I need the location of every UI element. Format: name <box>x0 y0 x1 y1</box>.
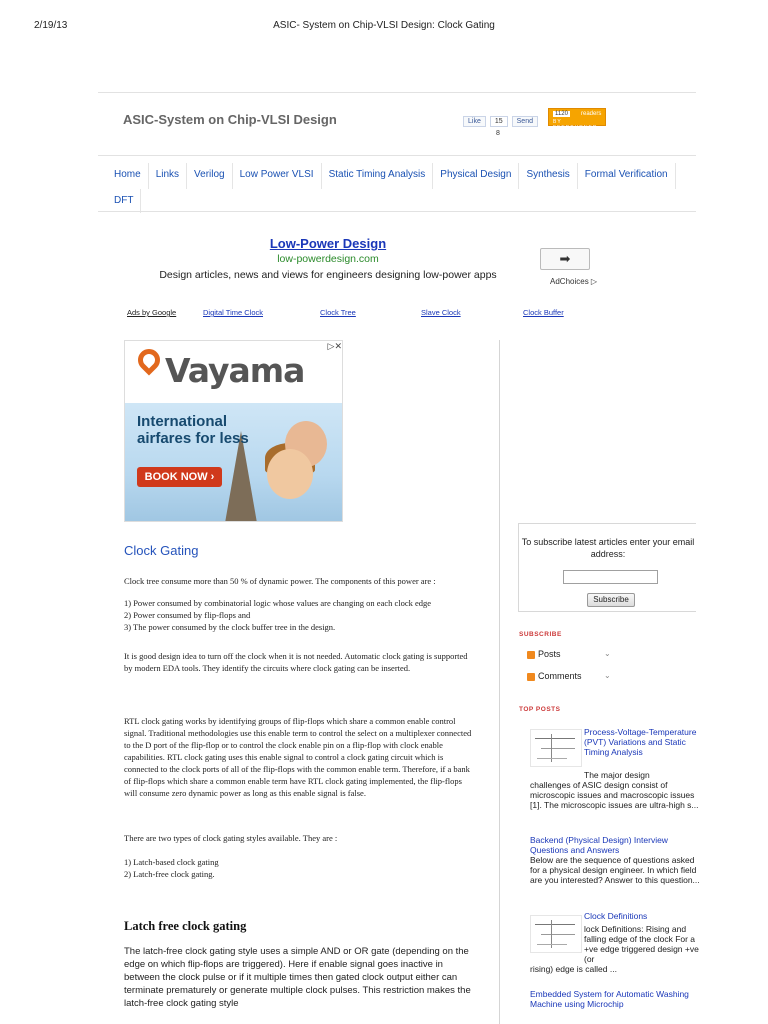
banner-headline: International airfares for less <box>137 413 249 447</box>
ad-link-digital-time-clock[interactable]: Digital Time Clock <box>203 308 264 317</box>
top-post-excerpt: Below are the sequence of questions asked for a physical design engineer. In which field are you interested? Answer to this question... <box>530 855 700 885</box>
nav-item-static-timing-analysis[interactable]: Static Timing Analysis <box>322 163 434 189</box>
post-thumbnail[interactable] <box>530 729 582 767</box>
nav-item-formal-verification[interactable]: Formal Verification <box>578 163 676 189</box>
subscribe-button[interactable]: Subscribe <box>587 593 635 607</box>
nav-item-dft[interactable]: DFT <box>107 189 141 213</box>
excerpt-line: The major design <box>584 770 650 780</box>
ad-arrow-icon[interactable]: ➡ <box>540 248 590 270</box>
location-pin-icon <box>133 344 164 375</box>
facebook-like-button[interactable]: Like <box>463 116 486 127</box>
feedburner-count: 1120 <box>555 111 568 117</box>
top-post-item <box>530 835 700 885</box>
book-now-button[interactable]: BOOK NOW › <box>137 467 222 487</box>
nav-bottom-divider <box>98 211 696 212</box>
nav-item-home[interactable]: Home <box>107 163 149 189</box>
post-paragraph: The latch-free clock gating style uses a simple AND or OR gate (depending on the edge on which flip-flops are triggered). Here if enable signal goes inactive in between the clock pulse or if it multiple times then gated clock output either can terminate prematurely or generate multiple clock pulses. This restriction makes the latch-free clock gating style <box>124 946 471 1009</box>
post-paragraph: It is good design idea to turn off the clock when it is not needed. Automatic clock gating is supported by modern EDA tools. They identify the circuits where clock gating can be inserted. <box>124 651 468 673</box>
facebook-send-button[interactable]: Send <box>512 116 538 127</box>
post-paragraph: RTL clock gating works by identifying groups of flip-flops which share a common enable control signal. Traditional methodologies use this enable term to control the select on a multiplexer connected to the D port of the flip-flop or to control the clock enable pin on a flip-flop with clock enable capabilities. RTL clock gating uses this enable signal to control a clock gating circuit which is connected to the clock ports of all of the flip-flops with the common enable term. Therefore, if a bank of flip-flops which share a common enable term have RTL clock gating implemented, the flip-flops will consume zero dynamic power as long as this enable signal is false. <box>124 716 472 798</box>
list-item: 2) Power consumed by flip-flops and <box>124 610 251 620</box>
subscribe-prompt: To subscribe latest articles enter your email address: <box>521 537 695 559</box>
nav-item-links[interactable]: Links <box>149 163 187 189</box>
text-ad <box>124 232 602 296</box>
excerpt-line: challenges of ASIC design consist of microscopic issues and macroscopic issues [1]. The microscopic issues are ultra-high s... <box>530 780 699 810</box>
email-field[interactable] <box>563 570 658 584</box>
banner-brand: Vayama <box>165 351 305 390</box>
adchoices-link[interactable]: AdChoices ▷ <box>550 277 598 286</box>
chevron-down-icon[interactable]: ⌄ <box>604 649 611 658</box>
ad-link-clock-tree[interactable]: Clock Tree <box>320 308 356 317</box>
main-navigation <box>107 163 707 213</box>
ads-by-google-label[interactable]: Ads by Google <box>127 308 177 317</box>
top-post-link[interactable]: Embedded System for Automatic Washing Machine using Microchip <box>530 989 689 1009</box>
post-title[interactable]: Clock Gating <box>124 543 199 558</box>
nav-item-synthesis[interactable]: Synthesis <box>519 163 577 189</box>
nav-row-primary <box>107 163 707 189</box>
list-item: 1) Power consumed by combinatorial logic whose values are changing on each clock edge <box>124 598 432 608</box>
section-heading: Latch free clock gating <box>124 919 247 933</box>
post-paragraph: Clock tree consume more than 50 % of dynamic power. The components of this power are : <box>124 576 436 586</box>
list-item: 3) The power consumed by the clock buffer tree in the design. <box>124 622 336 632</box>
post-gating-styles-list <box>124 856 476 880</box>
ad-link-clock-buffer[interactable]: Clock Buffer <box>523 308 564 317</box>
top-posts-heading: TOP POSTS <box>519 706 561 713</box>
banner-photo <box>125 403 343 522</box>
list-item: 1) Latch-based clock gating <box>124 857 219 867</box>
feed-label[interactable]: Comments <box>538 671 582 681</box>
banner-logo-area <box>125 341 343 403</box>
banner-person-image <box>267 449 313 499</box>
print-title: ASIC- System on Chip-VLSI Design: Clock Gating <box>273 20 495 31</box>
chevron-down-icon[interactable]: ⌄ <box>604 671 611 680</box>
facebook-share-count: 8 <box>496 130 500 137</box>
nav-item-verilog[interactable]: Verilog <box>187 163 233 189</box>
feedburner-by-label: BY FEEDBURNER <box>553 119 598 131</box>
blog-title[interactable]: ASIC-System on Chip-VLSI Design <box>123 112 337 127</box>
post-paragraph: There are two types of clock gating styles available. They are : <box>124 833 338 843</box>
top-post-excerpt <box>530 924 700 974</box>
nav-item-low-power-vlsi[interactable]: Low Power VLSI <box>233 163 322 189</box>
top-post-excerpt <box>530 770 700 810</box>
excerpt-line: lock Definitions: Rising and falling edge of the clock For a +ve edge triggered design +ve (or <box>584 924 699 964</box>
excerpt-line: rising) edge is called ... <box>530 964 617 974</box>
ad-close-icon[interactable]: ▷✕ <box>327 341 342 351</box>
facebook-like-widget <box>463 116 538 127</box>
feed-comments[interactable] <box>527 671 622 685</box>
content-sidebar-divider <box>499 340 500 1024</box>
rss-icon <box>527 673 535 681</box>
post-power-list <box>124 597 476 633</box>
print-header <box>0 0 768 40</box>
email-subscribe-box <box>518 523 696 612</box>
ad-description: Design articles, news and views for engineers designing low-power apps <box>159 269 497 281</box>
list-item: 2) Latch-free clock gating. <box>124 869 215 879</box>
ad-title-link[interactable]: Low-Power Design <box>269 236 387 251</box>
top-post-item <box>530 989 700 1009</box>
subscribe-heading: SUBSCRIBE <box>519 631 562 638</box>
feed-label[interactable]: Posts <box>538 649 561 659</box>
ad-url[interactable]: low-powerdesign.com <box>277 253 379 265</box>
rss-icon <box>527 651 535 659</box>
feed-posts[interactable] <box>527 649 622 663</box>
top-post-link[interactable]: Backend (Physical Design) Interview Questions and Answers <box>530 835 668 855</box>
header-divider <box>98 92 696 93</box>
print-date: 2/19/13 <box>34 20 68 31</box>
nav-row-secondary <box>107 189 707 213</box>
ad-link-slave-clock[interactable]: Slave Clock <box>421 308 461 317</box>
facebook-like-count: 15 <box>490 116 508 127</box>
feedburner-badge[interactable] <box>548 108 606 131</box>
vayama-banner-ad[interactable] <box>124 340 343 522</box>
feedburner-readers-label: readers <box>581 111 602 117</box>
top-post-link[interactable]: Clock Definitions <box>584 911 648 921</box>
nav-top-divider <box>98 155 696 156</box>
nav-item-physical-design[interactable]: Physical Design <box>433 163 519 189</box>
top-post-link[interactable]: Process-Voltage-Temperature (PVT) Variations and Static Timing Analysis <box>584 727 697 757</box>
